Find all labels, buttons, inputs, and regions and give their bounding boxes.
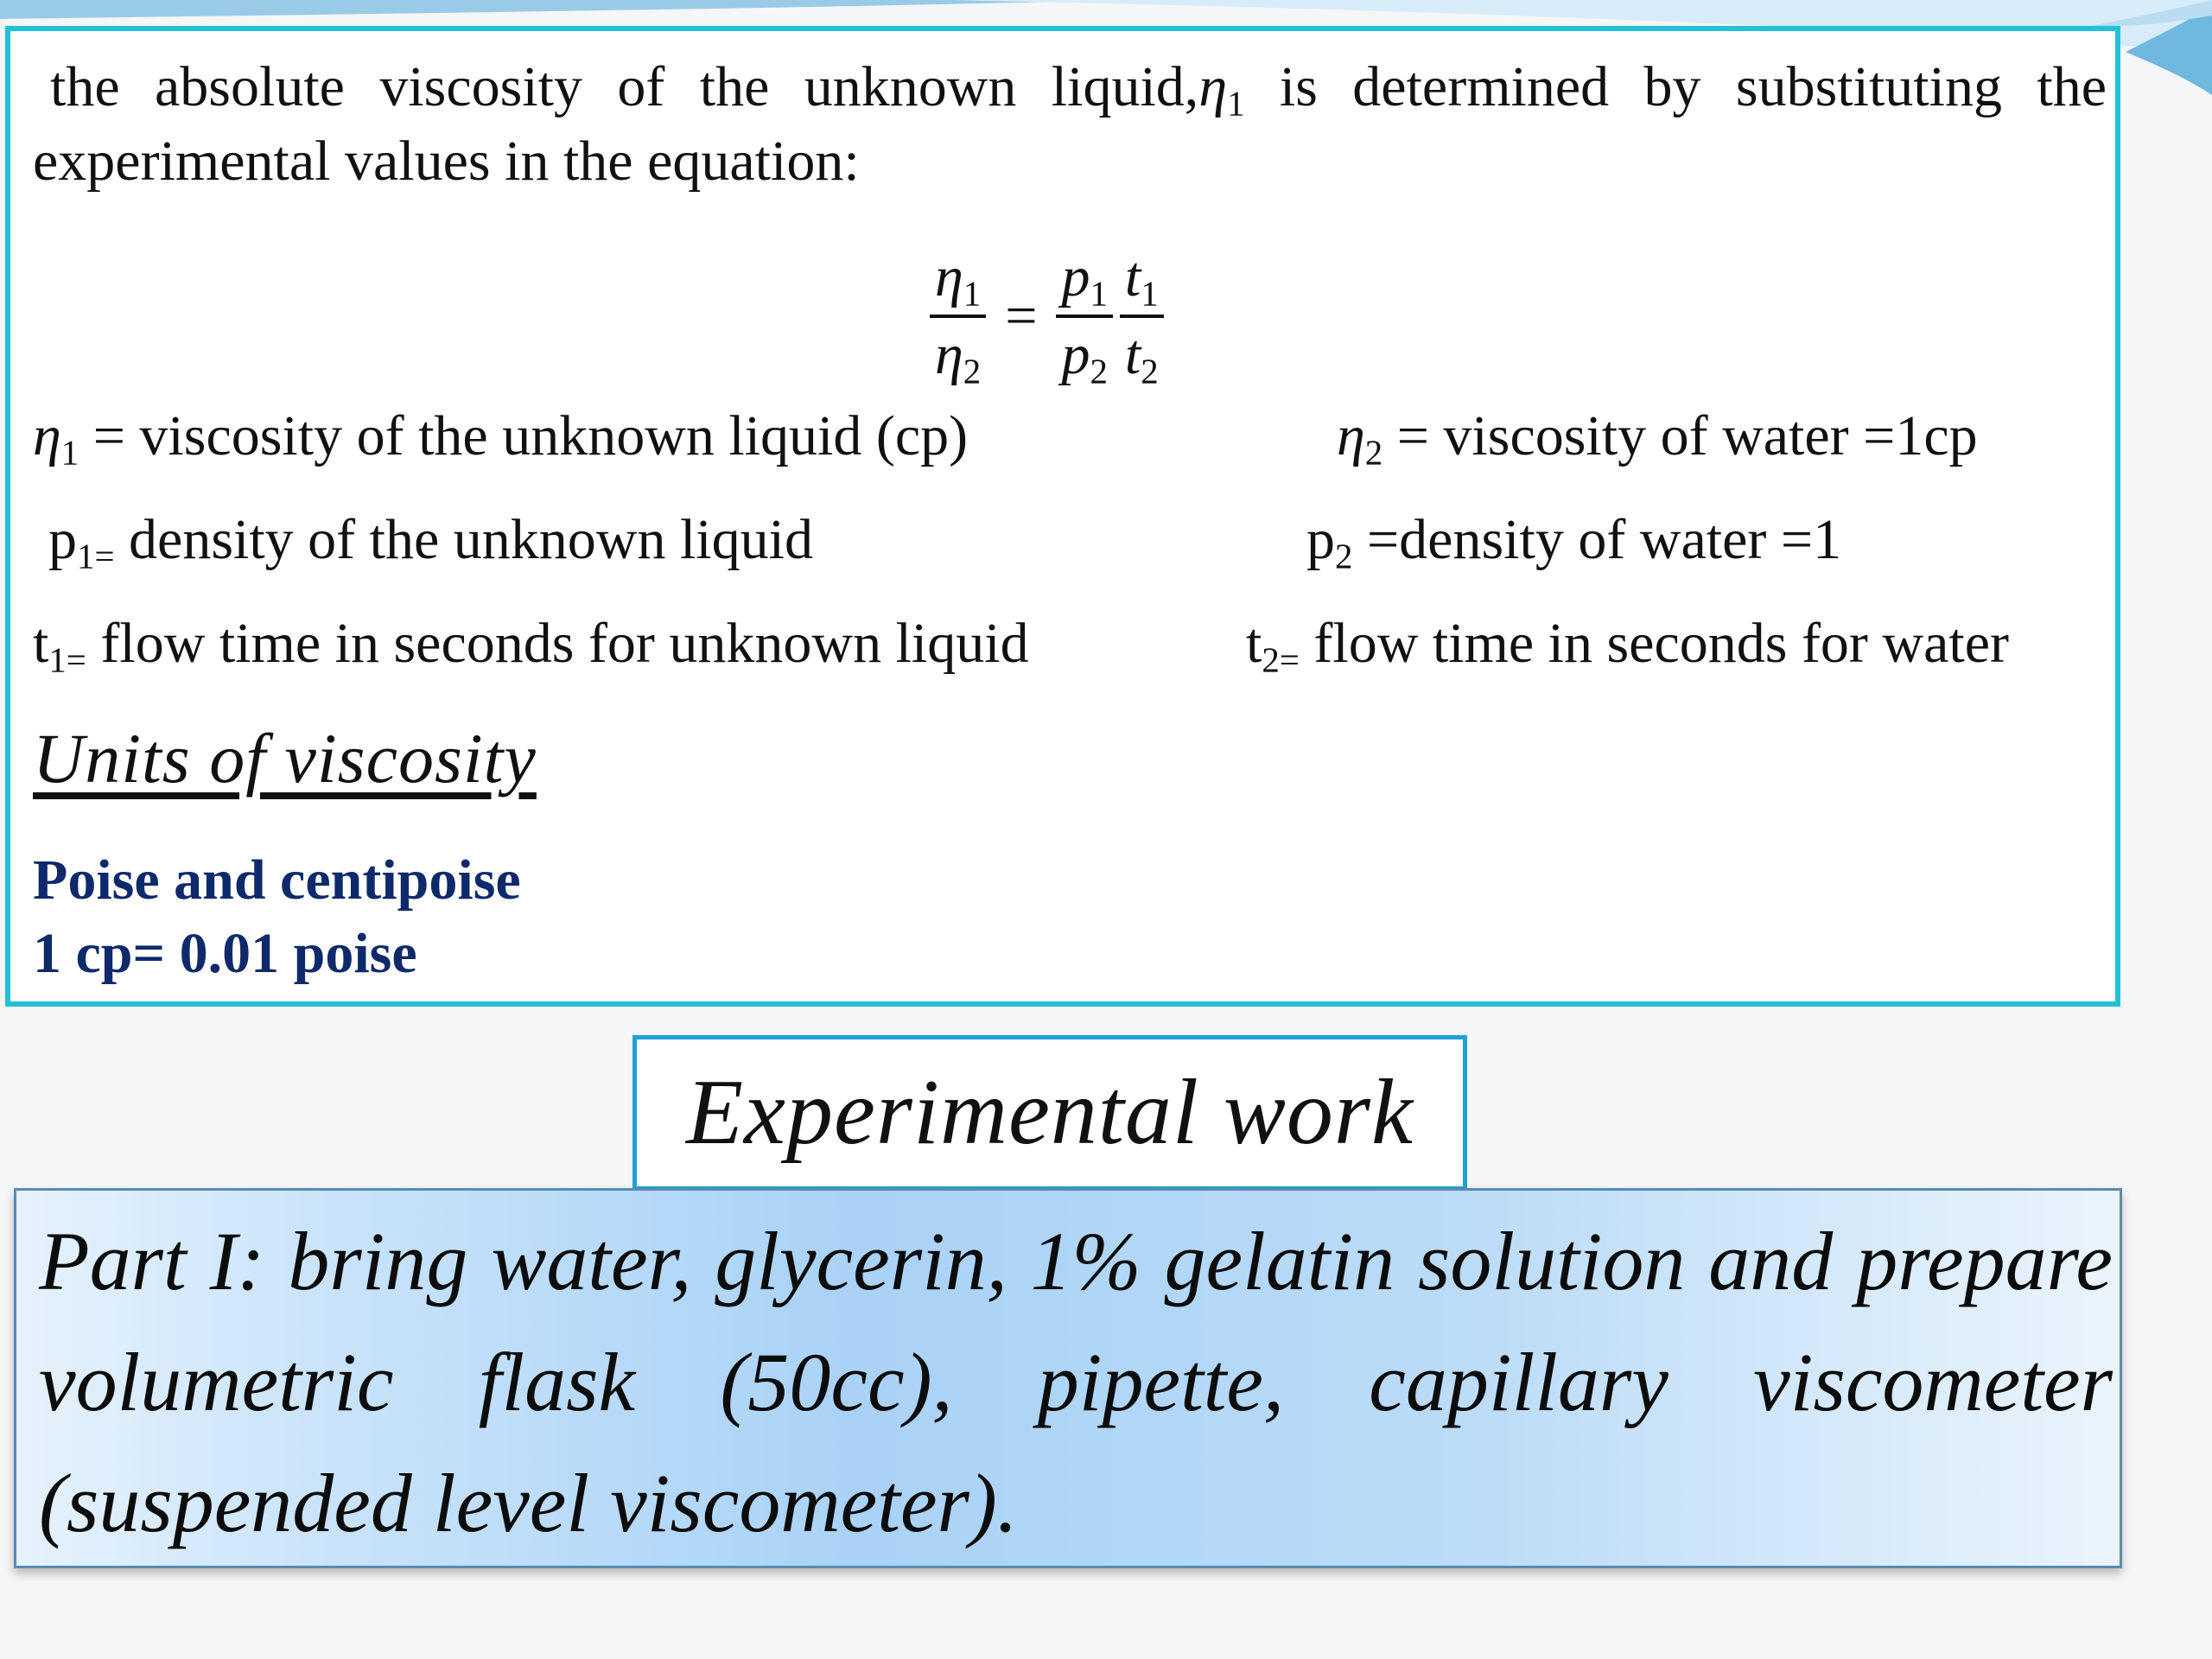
intro-line-1 xyxy=(33,50,2107,124)
definition-p1 xyxy=(48,503,813,577)
def-t2-symbol: t xyxy=(1246,612,1262,675)
eq-t2-sub: 2 xyxy=(1141,352,1159,391)
def-t1-symbol: t xyxy=(33,612,49,675)
eq-eta2: η xyxy=(935,323,963,386)
intro-text-a: the absolute viscosity of the unknown liquid, xyxy=(50,55,1199,118)
def-eta2-symbol: η xyxy=(1337,404,1365,467)
experimental-work-title: Experimental work xyxy=(686,1061,1414,1164)
eq-t1: t xyxy=(1124,245,1141,308)
eq-p1-sub: 1 xyxy=(1090,274,1108,314)
eq-p1: p xyxy=(1061,245,1090,308)
experimental-work-box xyxy=(632,1035,1467,1191)
viscosity-equation xyxy=(926,226,1167,407)
def-eta2-sub: 2 xyxy=(1364,433,1383,473)
definition-eta1 xyxy=(33,399,968,474)
def-p1-text: density of the unknown liquid xyxy=(114,508,813,571)
equals-sign: = xyxy=(1005,284,1038,347)
eta-subscript: 1 xyxy=(1227,84,1245,124)
def-t2-sub: 2= xyxy=(1262,640,1300,680)
units-line-2: 1 cp= 0.01 poise xyxy=(33,922,417,985)
eq-t2: t xyxy=(1124,323,1141,386)
units-heading: Units of viscosity xyxy=(33,719,537,798)
eq-eta1: η xyxy=(935,245,963,308)
definition-t1 xyxy=(33,607,1029,681)
eta-symbol: η xyxy=(1198,55,1228,118)
eq-p2: p xyxy=(1061,323,1090,386)
intro-text-b: is determined by substituting the xyxy=(1244,55,2107,118)
def-p1-symbol: p xyxy=(48,508,77,571)
eq-eta2-sub: 2 xyxy=(963,352,982,391)
def-eta1-text: = viscosity of the unknown liquid (cp) xyxy=(79,404,969,467)
eq-t1-sub: 1 xyxy=(1141,274,1159,314)
definition-t2 xyxy=(1246,607,2009,681)
fraction-t xyxy=(1120,240,1164,392)
content-panel xyxy=(5,26,2120,1007)
def-t1-text: flow time in seconds for unknown liquid xyxy=(86,612,1029,675)
units-line-1: Poise and centipoise xyxy=(33,849,521,912)
def-p1-sub: 1= xyxy=(77,537,115,576)
intro-paragraph xyxy=(33,50,2107,199)
def-eta1-sub: 1 xyxy=(60,433,79,473)
def-p2-text: =density of water =1 xyxy=(1352,508,1842,571)
eq-eta1-sub: 1 xyxy=(963,274,982,314)
fraction-eta xyxy=(930,240,986,392)
def-t2-text: flow time in seconds for water xyxy=(1299,612,2009,675)
def-p2-sub: 2 xyxy=(1335,537,1353,576)
intro-line-2: experimental values in the equation: xyxy=(33,130,860,193)
def-t1-sub: 1= xyxy=(48,640,86,680)
part-1-box xyxy=(14,1188,2122,1568)
def-eta2-text: = viscosity of water =1cp xyxy=(1382,404,1978,467)
part-1-text: Part I: bring water, glycerin, 1% gelatin solution and prepare volumetric flask (50cc), pipette, capillary viscometer (suspended level viscometer). xyxy=(39,1215,2113,1549)
def-p2-symbol: p xyxy=(1306,508,1335,571)
def-eta1-symbol: η xyxy=(33,404,61,467)
fraction-p xyxy=(1056,240,1112,392)
eq-p2-sub: 2 xyxy=(1090,352,1108,391)
definition-eta2 xyxy=(1337,399,1978,474)
definition-p2 xyxy=(1306,503,1841,577)
